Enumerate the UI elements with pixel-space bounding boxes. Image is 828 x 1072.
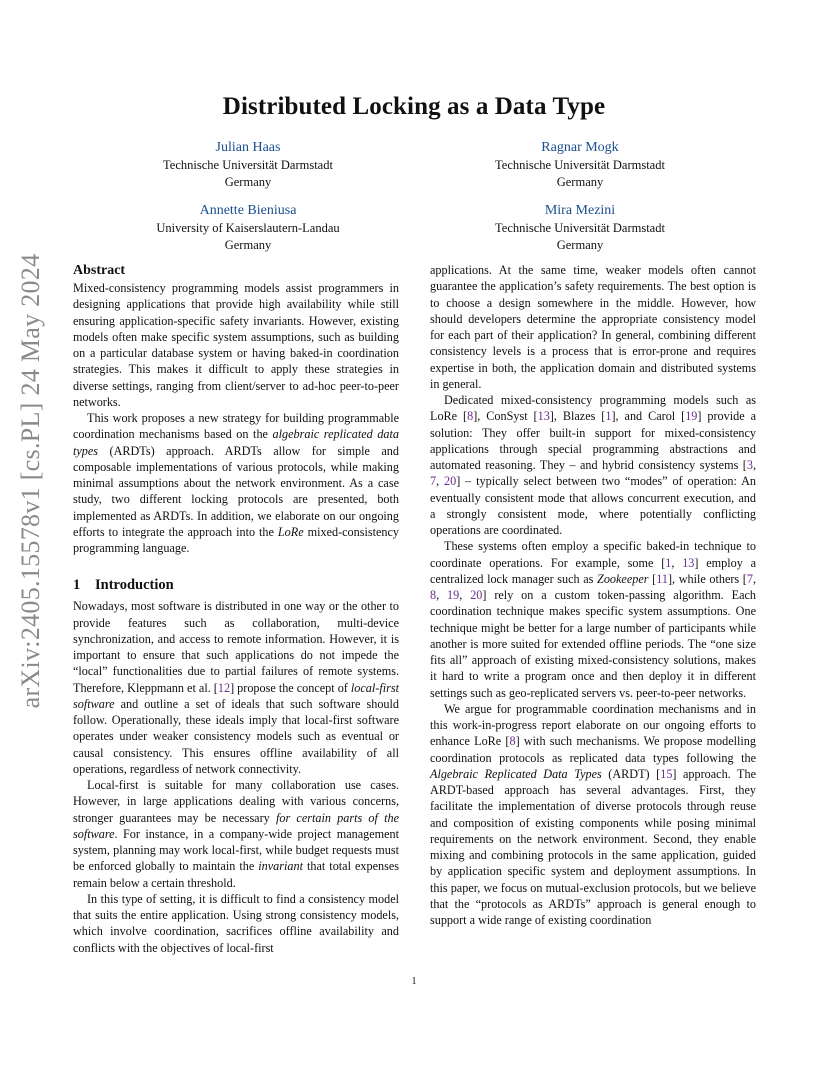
intro-paragraph-5: Dedicated mixed-consistency programming models such as LoRe [8], ConSyst [13], Blazes [1], and Carol [19] provide a solution: They offer built-in support for mixed-consistency applications through special programming abstractions and automated reasoning. They – and hybrid consistency systems [3, 7, 20] – typically select between two “modes” of operation: An eventually consistent mode that allows concurrent execution, and a strongly consistent mode, where potentially conflicting operations are coordinated.	[430, 393, 757, 537]
intro-paragraph-4: applications. At the same time, weaker models often cannot guarantee the application’s safety requirements. The best option is to choose a design somewhere in the middle. However, how should developers determine the appropriate consistency model for each part of their application? In general, combining different consistency levels is a process that is error-prone and requires expertise in both, the application domain and distributed systems in general.	[430, 263, 756, 391]
citation-link[interactable]: 20	[470, 588, 483, 602]
author-country: Germany	[224, 174, 272, 189]
author-name[interactable]: Julian Haas	[215, 140, 281, 155]
intro-paragraph-6: These systems often employ a specific baked-in technique to coordinate operations. For example, some [1, 13] employ a centralized lock manager such as Zookeeper [11], while others [7, 8, 19, 20] rely on a custom token-passing algorithm. Each coordination technique makes specific system assumptions. One technique might be better for a large number of participants while another is more suited for extended offline periods. The “one size fits all” approach of existing mixed-consistency solutions, makes it hard to write a program once and then deploy it in different settings such as geo-replicated servers vs. peer-to-peer networks.	[430, 539, 757, 700]
intro-paragraph-7: We argue for programmable coordination mechanisms and in this work-in-progress report elaborate on our ongoing efforts to enhance LoRe [8] with such mechanisms. We propose modelling coordination protocols as replicated data types following the Algebraic Replicated Data Types (ARDT) [15] approach. The ARDT-based approach has several advantages. First, they facilitate the implementation of diverse protocols through reuse and composition of existing components while posing minimal requirements on the network environment. Second, they enable mixing and combining protocols in the same application, guided by application specific system and deployment assumptions. In this paper, we focus on mutual-exclusion protocols, but we believe that the “protocols as ARDTs” approach is general enough to support a wide range of existing coordination	[430, 701, 757, 927]
citation-link[interactable]: 7	[430, 474, 437, 489]
citation-link[interactable]: 11	[656, 571, 668, 586]
author-country: Germany	[556, 237, 604, 252]
citation-link[interactable]: 1	[665, 555, 672, 570]
abstract-heading: Abstract	[73, 263, 126, 278]
author-block-4	[458, 202, 702, 253]
arxiv-identifier-stamp	[16, 253, 45, 708]
author-country: Germany	[224, 237, 272, 252]
section-title: Introduction	[95, 577, 174, 594]
author-name[interactable]: Annette Bieniusa	[199, 203, 297, 218]
arxiv-identifier-text: arXiv:2405.15578v1 [cs.PL] 24 May 2024	[16, 253, 45, 708]
citation-link[interactable]: 13	[537, 409, 550, 424]
paper-title: Distributed Locking as a Data Type	[222, 93, 606, 120]
citation-link[interactable]: 12	[217, 680, 231, 695]
right-column	[430, 262, 756, 928]
citation-link[interactable]: 19	[685, 409, 698, 424]
author-affiliation: Technische Universität Darmstadt	[495, 221, 665, 235]
citation-link[interactable]: 20	[444, 474, 457, 489]
intro-paragraph-2: Local-first is suitable for many collaboration use cases. However, in large applications dealing with various concerns, stronger guarantees may be necessary for certain parts of the software. For instance, in a company-wide project management system, planning may work local-first, while budget requests must be enforced globally to maintain the invariant that total expenses remain below a certain threshold.	[73, 778, 399, 890]
author-block-2	[458, 139, 702, 190]
citation-link[interactable]: 7	[746, 571, 753, 586]
citation-link[interactable]: 8	[467, 409, 474, 424]
intro-paragraph-3: In this type of setting, it is difficult to find a consistency model that suits the entire application. Using strong consistency models, which involve coordination, sacrifices offline availability and conflicts with the objectives of local-first	[73, 891, 399, 955]
abstract-paragraph-1: Mixed-consistency programming models assist programmers in designing applications that provide high availability while still ensuring application-specific safety invariants. However, existing models often make specific system assumptions, such as building on a particular database system or having baked-in coordination strategies. This makes it difficult to apply these strategies in diverse settings, ranging from client/server to ad-hoc peer-to-peer networks.	[73, 281, 399, 409]
citation-link[interactable]: 8	[509, 734, 516, 749]
citation-link[interactable]: 19	[447, 588, 460, 602]
abstract-paragraph-2: This work proposes a new strategy for building programmable coordination mechanisms based on the algebraic replicated data types (ARDTs) approach. ARDTs allow for simple and composable implementations of various protocols, while making minimal assumptions about the network environment. As a case study, two different locking protocols are presented, both implemented as ARDTs. In addition, we elaborate on our ongoing efforts to integrate the approach into the LoRe mixed-consistency programming language.	[73, 411, 400, 555]
citation-link[interactable]: 1	[605, 409, 612, 424]
left-column	[73, 262, 399, 956]
author-affiliation: University of Kaiserslautern-Landau	[156, 221, 340, 235]
section-number: 1	[73, 577, 81, 594]
section-heading-introduction	[73, 576, 399, 594]
author-country: Germany	[556, 174, 604, 189]
citation-link[interactable]: 8	[430, 588, 437, 602]
author-name[interactable]: Mira Mezini	[544, 203, 616, 218]
page-number: 1	[411, 976, 417, 987]
author-name[interactable]: Ragnar Mogk	[541, 140, 619, 155]
author-block-1	[126, 139, 370, 190]
author-block-3	[126, 202, 370, 253]
author-affiliation: Technische Universität Darmstadt	[495, 158, 665, 172]
author-affiliation: Technische Universität Darmstadt	[163, 158, 333, 172]
citation-link[interactable]: 15	[660, 766, 673, 781]
intro-paragraph-1: Nowadays, most software is distributed in one way or the other to provide features such as collaboration, multi-device synchronization, and access to remote information. However, it is important to ensure that such applications do not impede the “local” functionalities due to partial failures of remote systems. Therefore, Kleppmann et al. [12] propose the concept of local-first software and outline a set of ideals that such software should follow. Operationally, these ideals imply that local-first software operates under weaker consistency models such as eventual or causal consistency. This ensures offline availability of all operations, regardless of network connectivity.	[73, 599, 399, 776]
citation-link[interactable]: 13	[682, 555, 695, 570]
citation-link[interactable]: 3	[746, 458, 753, 472]
